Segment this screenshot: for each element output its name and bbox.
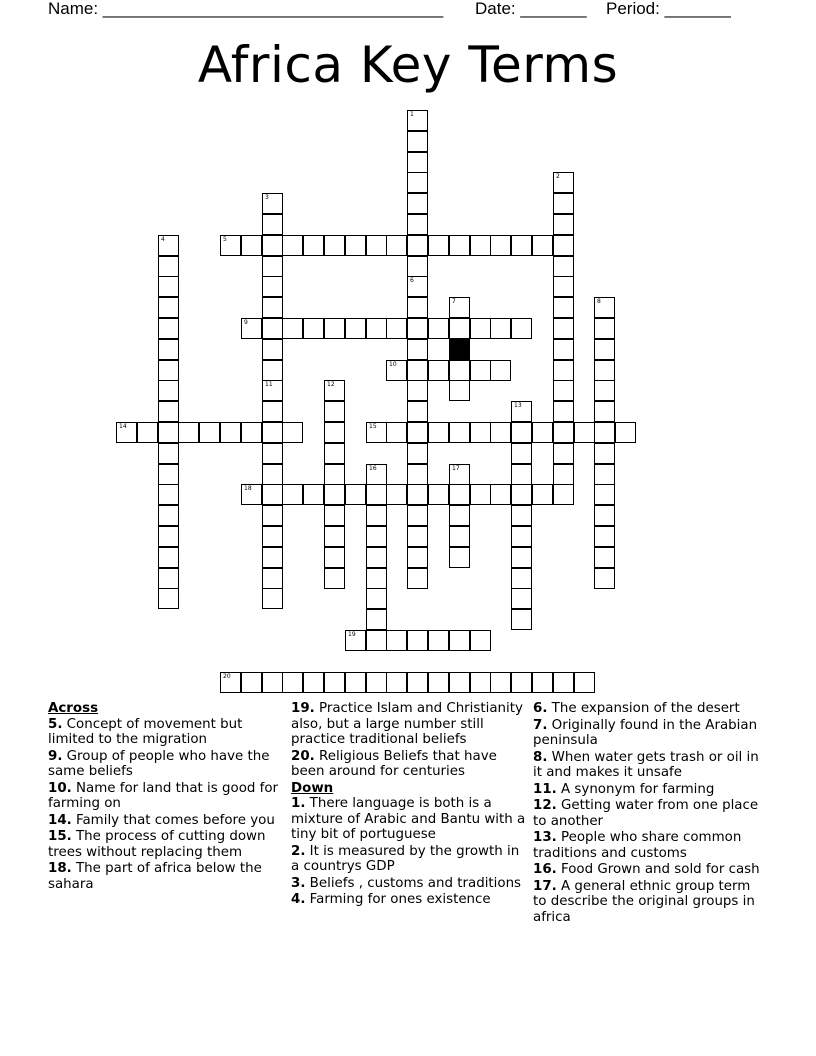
grid-cell[interactable] bbox=[470, 360, 491, 381]
grid-cell[interactable] bbox=[241, 484, 262, 505]
grid-cell[interactable] bbox=[594, 318, 615, 339]
grid-cell[interactable] bbox=[324, 380, 345, 401]
grid-cell[interactable] bbox=[407, 256, 428, 277]
grid-cell[interactable] bbox=[594, 464, 615, 485]
grid-cell[interactable] bbox=[262, 235, 283, 256]
grid-cell[interactable] bbox=[324, 568, 345, 589]
grid-cell[interactable] bbox=[262, 380, 283, 401]
grid-cell[interactable] bbox=[366, 318, 387, 339]
grid-cell[interactable] bbox=[158, 588, 179, 609]
grid-cell[interactable] bbox=[407, 443, 428, 464]
clue-down-6: 6. The expansion of the desert bbox=[533, 701, 740, 716]
grid-cell[interactable] bbox=[428, 484, 449, 505]
grid-cell[interactable] bbox=[366, 672, 387, 693]
grid-cell[interactable] bbox=[324, 401, 345, 422]
grid-cell[interactable] bbox=[262, 401, 283, 422]
grid-cell[interactable] bbox=[303, 672, 324, 693]
grid-cell[interactable] bbox=[511, 464, 532, 485]
grid-cell[interactable] bbox=[553, 318, 574, 339]
grid-cell[interactable] bbox=[386, 422, 407, 443]
grid-cell[interactable] bbox=[511, 443, 532, 464]
grid-cell[interactable] bbox=[324, 672, 345, 693]
grid-cell[interactable] bbox=[386, 318, 407, 339]
grid-cell[interactable] bbox=[386, 672, 407, 693]
clue-across-18: 18. The part of africa below the sahara bbox=[48, 861, 262, 892]
grid-cell[interactable] bbox=[615, 422, 636, 443]
grid-cell[interactable] bbox=[158, 318, 179, 339]
grid-cell[interactable] bbox=[407, 464, 428, 485]
clue-down-2: 2. It is measured by the growth in a countrys GDP bbox=[291, 843, 520, 874]
grid-cell[interactable] bbox=[407, 547, 428, 568]
grid-cell[interactable] bbox=[553, 360, 574, 381]
clue-down-7: 7. Originally found in the Arabian peninsula bbox=[533, 717, 758, 748]
grid-cell[interactable] bbox=[407, 339, 428, 360]
clue-across-14: 14. Family that comes before you bbox=[48, 812, 275, 828]
grid-cell[interactable] bbox=[511, 401, 532, 422]
grid-cell[interactable] bbox=[158, 297, 179, 318]
grid-cell[interactable] bbox=[262, 318, 283, 339]
grid-cell[interactable] bbox=[282, 318, 303, 339]
grid-cell[interactable] bbox=[449, 380, 470, 401]
grid-cell[interactable] bbox=[158, 422, 179, 443]
grid-cell[interactable] bbox=[553, 214, 574, 235]
grid-cell[interactable] bbox=[324, 526, 345, 547]
grid-cell[interactable] bbox=[407, 526, 428, 547]
clue-number: 6 bbox=[410, 277, 414, 284]
grid-cell[interactable] bbox=[428, 318, 449, 339]
grid-cell[interactable] bbox=[345, 235, 366, 256]
grid-cell[interactable] bbox=[594, 339, 615, 360]
grid-cell[interactable] bbox=[262, 193, 283, 214]
grid-cell[interactable] bbox=[262, 443, 283, 464]
clue-down-16: 16. Food Grown and sold for cash bbox=[533, 862, 760, 877]
grid-cell[interactable] bbox=[282, 235, 303, 256]
grid-cell[interactable] bbox=[262, 526, 283, 547]
grid-cell[interactable] bbox=[449, 630, 470, 651]
clue-number: 2 bbox=[556, 173, 560, 180]
clue-down-11: 11. A synonym for farming bbox=[533, 781, 715, 797]
grid-cell[interactable] bbox=[407, 131, 428, 152]
grid-cell[interactable] bbox=[407, 214, 428, 235]
grid-cell[interactable] bbox=[553, 484, 574, 505]
grid-cell[interactable] bbox=[449, 547, 470, 568]
across-heading: Across bbox=[48, 701, 99, 716]
grid-cell[interactable] bbox=[199, 422, 220, 443]
grid-cell[interactable] bbox=[158, 380, 179, 401]
grid-cell[interactable] bbox=[407, 360, 428, 381]
clue-number: 1 bbox=[410, 111, 414, 118]
grid-cell[interactable] bbox=[470, 630, 491, 651]
grid-cell[interactable] bbox=[262, 256, 283, 277]
grid-cell[interactable] bbox=[345, 630, 366, 651]
grid-cell[interactable] bbox=[220, 672, 241, 693]
grid-cell[interactable] bbox=[386, 360, 407, 381]
grid-cell[interactable] bbox=[345, 318, 366, 339]
grid-cell[interactable] bbox=[490, 318, 511, 339]
grid-cell[interactable] bbox=[158, 526, 179, 547]
grid-cell[interactable] bbox=[262, 339, 283, 360]
grid-cell[interactable] bbox=[303, 318, 324, 339]
grid-cell[interactable] bbox=[158, 256, 179, 277]
grid-cell[interactable] bbox=[490, 672, 511, 693]
grid-cell[interactable] bbox=[594, 443, 615, 464]
grid-cell[interactable] bbox=[511, 672, 532, 693]
grid-cell[interactable] bbox=[116, 422, 137, 443]
grid-cell[interactable] bbox=[449, 484, 470, 505]
clue-number: 19 bbox=[348, 631, 356, 638]
grid-cell[interactable] bbox=[345, 672, 366, 693]
clues-column-1 bbox=[48, 701, 280, 893]
clue-number: 4 bbox=[161, 236, 165, 243]
grid-cell[interactable] bbox=[553, 339, 574, 360]
grid-cell[interactable] bbox=[241, 235, 262, 256]
grid-cell[interactable] bbox=[470, 318, 491, 339]
grid-cell[interactable] bbox=[220, 235, 241, 256]
name-field[interactable]: Name: ____________________________________ bbox=[48, 0, 444, 18]
grid-cell[interactable] bbox=[262, 672, 283, 693]
grid-cell[interactable] bbox=[262, 422, 283, 443]
clue-across-15: 15. The process of cutting down trees without replacing them bbox=[48, 829, 266, 860]
clue-number: 12 bbox=[327, 381, 335, 388]
clue-number: 18 bbox=[244, 485, 252, 492]
grid-cell[interactable] bbox=[366, 588, 387, 609]
grid-cell[interactable] bbox=[449, 235, 470, 256]
black-square bbox=[449, 339, 470, 360]
grid-cell[interactable] bbox=[470, 422, 491, 443]
clue-number: 14 bbox=[119, 423, 127, 430]
grid-cell[interactable] bbox=[511, 588, 532, 609]
grid-cell[interactable] bbox=[366, 630, 387, 651]
clue-down-3: 3. Beliefs , customs and traditions bbox=[291, 875, 522, 891]
grid-cell[interactable] bbox=[449, 318, 470, 339]
grid-cell[interactable] bbox=[386, 630, 407, 651]
grid-cell[interactable] bbox=[594, 505, 615, 526]
grid-cell[interactable] bbox=[324, 318, 345, 339]
grid-cell[interactable] bbox=[407, 193, 428, 214]
grid-cell[interactable] bbox=[407, 484, 428, 505]
grid-cell[interactable] bbox=[594, 568, 615, 589]
grid-cell[interactable] bbox=[303, 235, 324, 256]
grid-cell[interactable] bbox=[511, 547, 532, 568]
grid-cell[interactable] bbox=[262, 568, 283, 589]
page-title: Africa Key Terms bbox=[197, 36, 619, 94]
grid-cell[interactable] bbox=[241, 318, 262, 339]
clue-down-17: 17. A general ethnic group term to describe the original groups in africa bbox=[533, 878, 755, 925]
clue-number: 7 bbox=[452, 298, 456, 305]
clue-down-4: 4. Farming for ones existence bbox=[291, 892, 491, 907]
grid-cell[interactable] bbox=[366, 422, 387, 443]
clue-across-10: 10. Name for land that is good for farming on bbox=[48, 780, 279, 811]
grid-cell[interactable] bbox=[553, 380, 574, 401]
clue-number: 9 bbox=[244, 319, 248, 326]
grid-cell[interactable] bbox=[324, 235, 345, 256]
grid-cell[interactable] bbox=[553, 401, 574, 422]
grid-cell[interactable] bbox=[553, 172, 574, 193]
grid-cell[interactable] bbox=[511, 235, 532, 256]
grid-cell[interactable] bbox=[324, 443, 345, 464]
grid-cell[interactable] bbox=[449, 297, 470, 318]
grid-cell[interactable] bbox=[449, 360, 470, 381]
grid-cell[interactable] bbox=[366, 235, 387, 256]
grid-cell[interactable] bbox=[282, 672, 303, 693]
grid-cell[interactable] bbox=[490, 484, 511, 505]
grid-cell[interactable] bbox=[407, 422, 428, 443]
clues-column-3 bbox=[533, 701, 768, 926]
grid-cell[interactable] bbox=[158, 568, 179, 589]
grid-cell[interactable] bbox=[407, 505, 428, 526]
grid-cell[interactable] bbox=[490, 360, 511, 381]
grid-cell[interactable] bbox=[594, 360, 615, 381]
grid-cell[interactable] bbox=[407, 235, 428, 256]
date-field[interactable]: Date: _______ bbox=[475, 0, 587, 18]
grid-cell[interactable] bbox=[324, 547, 345, 568]
grid-cell[interactable] bbox=[553, 297, 574, 318]
grid-cell[interactable] bbox=[345, 484, 366, 505]
grid-cell[interactable] bbox=[158, 505, 179, 526]
clue-number: 10 bbox=[389, 361, 397, 368]
grid-cell[interactable] bbox=[386, 235, 407, 256]
clue-number: 17 bbox=[452, 465, 460, 472]
grid-cell[interactable] bbox=[511, 318, 532, 339]
grid-cell[interactable] bbox=[262, 505, 283, 526]
grid-cell[interactable] bbox=[449, 464, 470, 485]
grid-cell[interactable] bbox=[594, 526, 615, 547]
grid-cell[interactable] bbox=[366, 526, 387, 547]
grid-cell[interactable] bbox=[366, 464, 387, 485]
grid-cell[interactable] bbox=[220, 422, 241, 443]
grid-cell[interactable] bbox=[407, 672, 428, 693]
grid-cell[interactable] bbox=[428, 360, 449, 381]
grid-cell[interactable] bbox=[449, 526, 470, 547]
clue-number: 11 bbox=[265, 381, 273, 388]
grid-cell[interactable] bbox=[511, 505, 532, 526]
clue-number: 3 bbox=[265, 194, 269, 201]
grid-cell[interactable] bbox=[407, 380, 428, 401]
grid-cell[interactable] bbox=[532, 422, 553, 443]
grid-cell[interactable] bbox=[511, 609, 532, 630]
clue-across-9: 9. Group of people who have the same beliefs bbox=[48, 748, 270, 779]
grid-cell[interactable] bbox=[158, 547, 179, 568]
grid-cell[interactable] bbox=[324, 505, 345, 526]
clue-number: 13 bbox=[514, 402, 522, 409]
grid-cell[interactable] bbox=[262, 276, 283, 297]
grid-cell[interactable] bbox=[386, 484, 407, 505]
clue-number: 15 bbox=[369, 423, 377, 430]
clue-across-5: 5. Concept of movement but limited to the migration bbox=[48, 716, 243, 747]
grid-cell[interactable] bbox=[449, 422, 470, 443]
grid-cell[interactable] bbox=[282, 484, 303, 505]
grid-cell[interactable] bbox=[553, 193, 574, 214]
grid-cell[interactable] bbox=[158, 276, 179, 297]
grid-cell[interactable] bbox=[428, 422, 449, 443]
grid-cell[interactable] bbox=[324, 422, 345, 443]
grid-cell[interactable] bbox=[158, 401, 179, 422]
grid-cell[interactable] bbox=[158, 484, 179, 505]
grid-cell[interactable] bbox=[366, 568, 387, 589]
grid-cell[interactable] bbox=[241, 672, 262, 693]
grid-cell[interactable] bbox=[407, 318, 428, 339]
grid-cell[interactable] bbox=[470, 235, 491, 256]
grid-cell[interactable] bbox=[594, 401, 615, 422]
grid-cell[interactable] bbox=[407, 297, 428, 318]
grid-cell[interactable] bbox=[553, 276, 574, 297]
clue-number: 16 bbox=[369, 465, 377, 472]
grid-cell[interactable] bbox=[262, 588, 283, 609]
grid-cell[interactable] bbox=[407, 172, 428, 193]
clue-down-12: 12. Getting water from one place to another bbox=[533, 798, 759, 829]
grid-cell[interactable] bbox=[366, 484, 387, 505]
down-heading: Down bbox=[291, 780, 334, 796]
period-field[interactable]: Period: _______ bbox=[606, 0, 731, 18]
grid-cell[interactable] bbox=[428, 235, 449, 256]
grid-cell[interactable] bbox=[262, 297, 283, 318]
grid-cell[interactable] bbox=[366, 547, 387, 568]
grid-cell[interactable] bbox=[428, 630, 449, 651]
grid-cell[interactable] bbox=[532, 484, 553, 505]
grid-cell[interactable] bbox=[137, 422, 158, 443]
grid-cell[interactable] bbox=[594, 547, 615, 568]
clue-number: 20 bbox=[223, 673, 231, 680]
grid-cell[interactable] bbox=[303, 484, 324, 505]
grid-cell[interactable] bbox=[158, 235, 179, 256]
grid-cell[interactable] bbox=[262, 547, 283, 568]
grid-cell[interactable] bbox=[407, 401, 428, 422]
grid-cell[interactable] bbox=[553, 235, 574, 256]
clue-down-13: 13. People who share common traditions and customs bbox=[533, 830, 742, 861]
grid-cell[interactable] bbox=[158, 339, 179, 360]
grid-cell[interactable] bbox=[594, 422, 615, 443]
grid-cell[interactable] bbox=[158, 464, 179, 485]
clue-across-20: 20. Religious Beliefs that have been around for centuries bbox=[291, 748, 497, 779]
grid-cell[interactable] bbox=[574, 672, 595, 693]
grid-cell[interactable] bbox=[262, 360, 283, 381]
grid-cell[interactable] bbox=[158, 443, 179, 464]
grid-cell[interactable] bbox=[511, 484, 532, 505]
grid-cell[interactable] bbox=[553, 443, 574, 464]
grid-cell[interactable] bbox=[324, 464, 345, 485]
grid-cell[interactable] bbox=[553, 672, 574, 693]
grid-cell[interactable] bbox=[407, 110, 428, 131]
grid-cell[interactable] bbox=[511, 526, 532, 547]
grid-cell[interactable] bbox=[158, 360, 179, 381]
grid-cell[interactable] bbox=[532, 672, 553, 693]
grid-cell[interactable] bbox=[407, 276, 428, 297]
clue-number: 5 bbox=[223, 236, 227, 243]
clue-down-1: 1. There language is both is a mixture of Arabic and Bantu with a tiny bit of portuguese bbox=[291, 796, 526, 842]
grid-cell[interactable] bbox=[407, 630, 428, 651]
grid-cell[interactable] bbox=[282, 422, 303, 443]
grid-cell[interactable] bbox=[178, 422, 199, 443]
grid-cell[interactable] bbox=[262, 464, 283, 485]
grid-cell[interactable] bbox=[594, 380, 615, 401]
grid-cell[interactable] bbox=[470, 672, 491, 693]
grid-cell[interactable] bbox=[407, 152, 428, 173]
grid-cell[interactable] bbox=[532, 235, 553, 256]
grid-cell[interactable] bbox=[553, 422, 574, 443]
clue-down-8: 8. When water gets trash or oil in it and makes it unsafe bbox=[533, 749, 759, 780]
grid-cell[interactable] bbox=[574, 422, 595, 443]
clue-across-19: 19. Practice Islam and Christianity also, but a large number still practice traditional beliefs bbox=[291, 701, 523, 747]
grid-cell[interactable] bbox=[366, 609, 387, 630]
grid-cell[interactable] bbox=[511, 422, 532, 443]
grid-cell[interactable] bbox=[594, 484, 615, 505]
grid-cell[interactable] bbox=[511, 568, 532, 589]
grid-cell[interactable] bbox=[241, 422, 262, 443]
grid-cell[interactable] bbox=[407, 568, 428, 589]
grid-cell[interactable] bbox=[262, 484, 283, 505]
grid-cell[interactable] bbox=[490, 422, 511, 443]
grid-cell[interactable] bbox=[449, 672, 470, 693]
grid-cell[interactable] bbox=[366, 505, 387, 526]
grid-cell[interactable] bbox=[553, 256, 574, 277]
grid-cell[interactable] bbox=[553, 464, 574, 485]
clues-column-2 bbox=[291, 701, 526, 909]
grid-cell[interactable] bbox=[324, 484, 345, 505]
grid-cell[interactable] bbox=[470, 484, 491, 505]
grid-cell[interactable] bbox=[262, 214, 283, 235]
clue-number: 8 bbox=[597, 298, 601, 305]
grid-cell[interactable] bbox=[428, 672, 449, 693]
grid-cell[interactable] bbox=[449, 505, 470, 526]
grid-cell[interactable] bbox=[594, 297, 615, 318]
grid-cell[interactable] bbox=[490, 235, 511, 256]
